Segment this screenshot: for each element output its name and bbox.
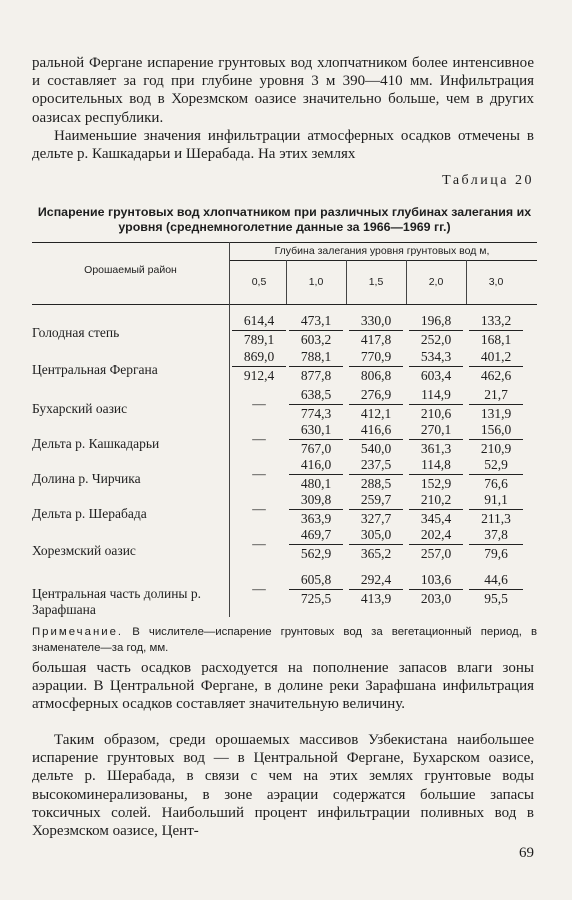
- table-cell: [409, 492, 463, 527]
- empty-cell-dash: —: [252, 431, 266, 446]
- cell-numerator: 114,8: [409, 457, 463, 475]
- table-cell: [349, 572, 403, 607]
- cell-denominator: 603,2: [300, 332, 332, 347]
- empty-cell-dash: —: [252, 581, 266, 596]
- cell-denominator: 361,3: [420, 441, 452, 456]
- cell-denominator: 603,4: [420, 368, 452, 383]
- table-cell: [349, 527, 403, 562]
- paragraph-2: [32, 127, 534, 163]
- row-region-label: Центральная часть долины р. Зарафшана: [32, 586, 201, 617]
- region-header: Орошаемый район: [84, 264, 177, 276]
- table-label: Таблица 20: [442, 173, 534, 188]
- table-cell: [289, 313, 343, 348]
- table-cell: [289, 457, 343, 492]
- table-cell: [289, 492, 343, 527]
- table-cell: [409, 457, 463, 492]
- data-table: [32, 242, 537, 622]
- depth-column-rule: [286, 260, 287, 304]
- cell-numerator: 401,2: [469, 349, 523, 367]
- cell-denominator: 412,1: [360, 406, 392, 421]
- table-cell: [469, 387, 523, 422]
- cell-numerator: 52,9: [469, 457, 523, 475]
- cell-denominator: 540,0: [360, 441, 392, 456]
- empty-cell-dash: —: [252, 466, 266, 481]
- cell-denominator: 363,9: [300, 511, 332, 526]
- table-cell: [469, 422, 523, 457]
- cell-numerator: 469,7: [289, 527, 343, 545]
- cell-denominator: 203,0: [420, 591, 452, 606]
- table-note: [32, 625, 537, 656]
- table-cell: [409, 527, 463, 562]
- cell-denominator: 288,5: [360, 476, 392, 491]
- cell-numerator: 614,4: [232, 313, 286, 331]
- table-cell: [289, 527, 343, 562]
- note-text: В числителе—испарение грунтовых вод за вегетационный период, в знаменателе—за год, мм.: [32, 626, 537, 654]
- cell-denominator: 79,6: [484, 546, 508, 561]
- cell-denominator: 95,5: [484, 591, 508, 606]
- table-cell: [289, 422, 343, 457]
- table-cell: [469, 349, 523, 384]
- table-cell: [349, 349, 403, 384]
- cell-numerator: 44,6: [469, 572, 523, 590]
- paragraph-4: [32, 731, 534, 840]
- row-region-label: Долина р. Чирчика: [32, 471, 141, 486]
- table-header-rule: [32, 304, 537, 305]
- cell-denominator: 767,0: [300, 441, 332, 456]
- row-region-label: Дельта р. Шерабада: [32, 506, 147, 521]
- cell-numerator: 416,0: [289, 457, 343, 475]
- cell-denominator: 168,1: [480, 332, 512, 347]
- page-number: 69: [519, 845, 534, 861]
- paragraph-4-text: Таким образом, среди орошаемых массивов Узбекистана наибольшее испарение грунтовых вод — в Центральной Фергане, Бухарском оазисе, дельте р. Шерабада, в связи с чем на этих землях грунтовые воды высокоминерализованы, в зоне аэрации содержатся большие запасы токсичных солей. Наибольший процент инфильтрации поливных вод в Хорезмском оазисе, Цент-: [32, 732, 534, 840]
- table-cell: [409, 422, 463, 457]
- cell-numerator: 416,6: [349, 422, 403, 440]
- cell-numerator: 473,1: [289, 313, 343, 331]
- table-cell: [289, 349, 343, 384]
- table-cell: [349, 457, 403, 492]
- cell-numerator: 21,7: [469, 387, 523, 405]
- cell-numerator: 103,6: [409, 572, 463, 590]
- cell-numerator: 196,8: [409, 313, 463, 331]
- cell-numerator: 605,8: [289, 572, 343, 590]
- cell-denominator: 480,1: [300, 476, 332, 491]
- cell-numerator: 638,5: [289, 387, 343, 405]
- table-cell: [469, 527, 523, 562]
- row-region-label: Дельта р. Кашкадарьи: [32, 436, 160, 451]
- depth-col-header: 1,0: [308, 276, 324, 288]
- table-cell: [232, 313, 286, 348]
- depth-column-rule: [466, 260, 467, 304]
- depth-header: Глубина залегания уровня грунтовых вод м,: [274, 245, 490, 257]
- table-cell: [409, 387, 463, 422]
- cell-numerator: 237,5: [349, 457, 403, 475]
- table-cell: [289, 572, 343, 607]
- table-cell: [469, 492, 523, 527]
- depth-col-header: 0,5: [251, 276, 267, 288]
- cell-numerator: 770,9: [349, 349, 403, 367]
- table-cell: [289, 387, 343, 422]
- cell-denominator: 417,8: [360, 332, 392, 347]
- depth-column-rule: [406, 260, 407, 304]
- cell-denominator: 210,6: [420, 406, 452, 421]
- row-region-label: Голодная степь: [32, 325, 120, 340]
- empty-cell-dash: —: [252, 536, 266, 551]
- table-cell: [409, 313, 463, 348]
- cell-denominator: 252,0: [420, 332, 452, 347]
- table-cell: [232, 349, 286, 384]
- cell-numerator: 210,2: [409, 492, 463, 510]
- paragraph-3: большая часть осадков расходуется на пополнение запасов влаги зоны аэрации. В Центральной Фергане, в долине реки Зарафшана инфильтрация атмосферных осадков составляет значительную величину.: [32, 660, 534, 713]
- cell-numerator: 276,9: [349, 387, 403, 405]
- cell-denominator: 211,3: [481, 511, 511, 526]
- cell-denominator: 345,4: [420, 511, 452, 526]
- cell-denominator: 462,6: [480, 368, 512, 383]
- row-region-label: Хорезмский оазис: [32, 543, 136, 558]
- table-cell: [349, 313, 403, 348]
- cell-denominator: 789,1: [243, 332, 275, 347]
- cell-numerator: 37,8: [469, 527, 523, 545]
- cell-numerator: 156,0: [469, 422, 523, 440]
- table-cell: [349, 387, 403, 422]
- cell-denominator: 327,7: [360, 511, 392, 526]
- cell-denominator: 725,5: [300, 591, 332, 606]
- note-label: Примечание.: [32, 626, 124, 638]
- cell-numerator: 202,4: [409, 527, 463, 545]
- depth-col-header: 1,5: [368, 276, 384, 288]
- cell-numerator: 114,9: [409, 387, 463, 405]
- table-cell: [469, 457, 523, 492]
- cell-numerator: 305,0: [349, 527, 403, 545]
- region-column-rule: [229, 242, 230, 617]
- cell-denominator: 210,9: [480, 441, 512, 456]
- paragraph-1: ральной Фергане испарение грунтовых вод хлопчатником более интенсивное и составляет за год при глубине уровня 3 м 390—410 мм. Инфильтрация оросительных вод в Хорезмском оазисе значительно больше, чем в других оазисах республики.: [32, 55, 534, 126]
- cell-numerator: 91,1: [469, 492, 523, 510]
- cell-numerator: 534,3: [409, 349, 463, 367]
- table-cell: [469, 313, 523, 348]
- paragraph-2-text: Наименьшие значения инфильтрации атмосферных осадков отмечены в дельте р. Кашкадарьи и Шерабада. На этих землях: [32, 128, 534, 163]
- cell-numerator: 270,1: [409, 422, 463, 440]
- cell-denominator: 774,3: [300, 406, 332, 421]
- cell-denominator: 877,8: [300, 368, 332, 383]
- table-title: Испарение грунтовых вод хлопчатником при различных глубинах залегания их уровня (среднемноголетние данные за 1966—1969 гг.): [37, 205, 532, 234]
- cell-numerator: 330,0: [349, 313, 403, 331]
- cell-denominator: 912,4: [243, 368, 275, 383]
- cell-numerator: 259,7: [349, 492, 403, 510]
- table-top-rule: [32, 242, 537, 243]
- depth-col-header: 3,0: [488, 276, 504, 288]
- cell-numerator: 309,8: [289, 492, 343, 510]
- cell-numerator: 869,0: [232, 349, 286, 367]
- empty-cell-dash: —: [252, 396, 266, 411]
- cell-denominator: 562,9: [300, 546, 332, 561]
- cell-denominator: 413,9: [360, 591, 392, 606]
- row-region-label: Бухарский оазис: [32, 401, 128, 416]
- depth-col-header: 2,0: [428, 276, 444, 288]
- cell-denominator: 365,2: [360, 546, 392, 561]
- cell-denominator: 257,0: [420, 546, 452, 561]
- cell-denominator: 152,9: [420, 476, 452, 491]
- cell-numerator: 292,4: [349, 572, 403, 590]
- table-cell: [409, 572, 463, 607]
- empty-cell-dash: —: [252, 501, 266, 516]
- table-cell: [409, 349, 463, 384]
- table-cell: [349, 492, 403, 527]
- cell-denominator: 76,6: [484, 476, 508, 491]
- depth-header-rule: [229, 260, 537, 261]
- cell-denominator: 806,8: [360, 368, 392, 383]
- cell-numerator: 133,2: [469, 313, 523, 331]
- table-cell: [469, 572, 523, 607]
- cell-numerator: 630,1: [289, 422, 343, 440]
- depth-column-rule: [346, 260, 347, 304]
- row-region-label: Центральная Фергана: [32, 362, 158, 377]
- cell-denominator: 131,9: [480, 406, 512, 421]
- table-cell: [349, 422, 403, 457]
- cell-numerator: 788,1: [289, 349, 343, 367]
